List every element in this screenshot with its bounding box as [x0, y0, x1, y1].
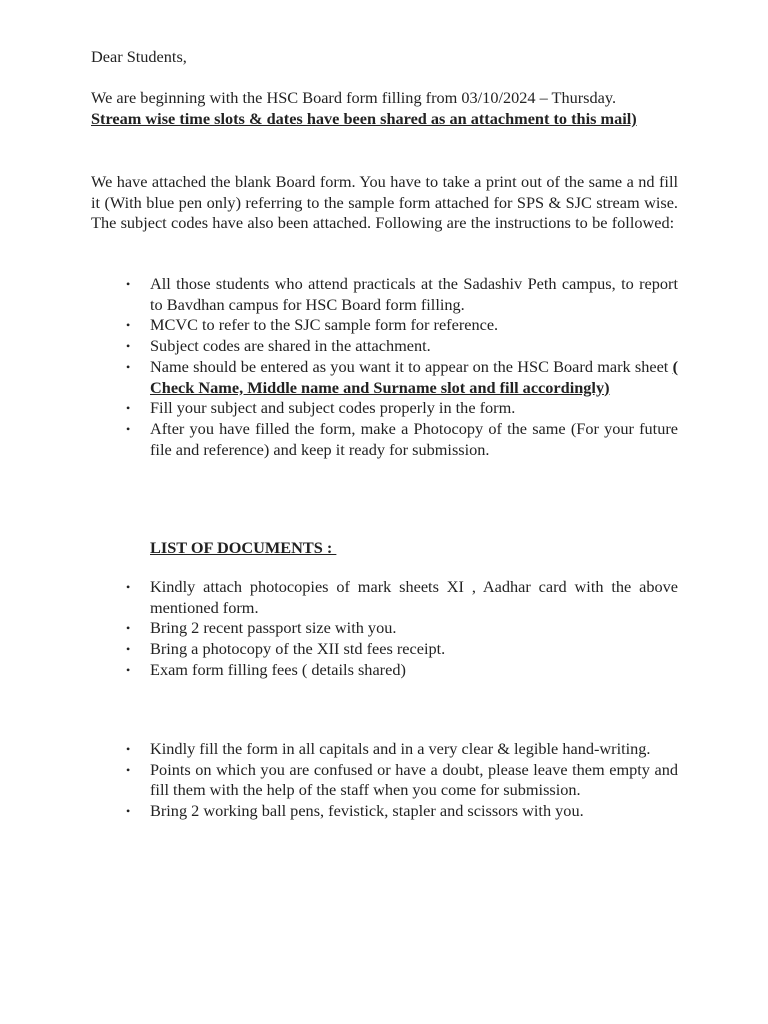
documents-list: [126, 577, 678, 681]
list-item-text: MCVC to refer to the SJC sample form for reference.: [150, 315, 499, 335]
list-item: [126, 274, 678, 315]
bullet-icon: •: [126, 662, 131, 677]
list-item-text: Subject codes are shared in the attachment.: [150, 336, 431, 356]
bullet-icon: •: [126, 421, 131, 436]
list-item-text: Name should be entered as you want it to appear on the HSC Board mark sheet: [150, 356, 673, 376]
notes-list: [126, 739, 678, 822]
bullet-icon: •: [126, 359, 131, 374]
list-item-text: After you have filled the form, make a Photocopy of the same (For your future file and reference) and keep it ready for submission.: [150, 418, 678, 459]
bullet-icon: •: [126, 621, 131, 636]
list-item-text: Exam form filling fees ( details shared): [150, 659, 406, 679]
list-item-text: Fill your subject and subject codes properly in the form.: [150, 398, 516, 418]
bullet-icon: •: [126, 318, 131, 333]
list-item: [126, 801, 678, 822]
list-item-text: Kindly attach photocopies of mark sheets XI , Aadhar card with the above mentioned form.: [150, 577, 678, 617]
bullet-icon: •: [126, 339, 131, 354]
bullet-icon: •: [126, 277, 131, 291]
list-item-text: Bring 2 recent passport size with you.: [150, 618, 397, 638]
list-item: [126, 759, 678, 801]
list-item: [126, 336, 678, 357]
list-item-text: Kindly fill the form in all capitals and in a very clear & legible hand-writing.: [150, 739, 651, 758]
list-item-text: Bring a photocopy of the XII std fees receipt.: [150, 639, 446, 659]
intro-line: We are beginning with the HSC Board form filling from 03/10/2024 – Thursday.: [91, 88, 617, 107]
bullet-icon: •: [126, 804, 131, 819]
bullet-icon: •: [126, 580, 131, 594]
instructions-list: [126, 274, 678, 460]
list-item-text: Points on which you are confused or have a doubt, please leave them empty and fill them with the help of the staff when you come for submission.: [150, 759, 678, 800]
list-item: [126, 618, 678, 639]
list-item-emphasis: ( Check Name, Middle name and Surname slot and fill accordingly): [150, 356, 678, 397]
intro-stream-note: Stream wise time slots & dates have been shared as an attachment to this mail): [91, 109, 637, 128]
list-item: [126, 739, 678, 760]
list-item: [126, 356, 678, 398]
list-item: [126, 418, 678, 460]
list-item: [126, 639, 678, 660]
bullet-icon: •: [126, 401, 131, 416]
list-item: [126, 315, 678, 336]
bullet-icon: •: [126, 762, 131, 777]
documents-heading: LIST OF DOCUMENTS :: [150, 538, 337, 557]
list-item: [126, 577, 678, 618]
bullet-icon: •: [126, 742, 131, 756]
list-item: [126, 659, 678, 681]
list-item-text: All those students who attend practicals at the Sadashiv Peth campus, to report to Bavdhan campus for HSC Board form filling.: [150, 274, 678, 314]
instructions-paragraph: We have attached the blank Board form. You have to take a print out of the same a nd fill it (With blue pen only) referring to the sample form attached for SPS & SJC stream wise. The subject codes have also been attached. Following are the instructions to be followed:: [91, 172, 678, 233]
bullet-icon: •: [126, 642, 131, 657]
list-item-text: Bring 2 working ball pens, fevistick, stapler and scissors with you.: [150, 801, 584, 821]
list-item: [126, 398, 678, 419]
greeting: Dear Students,: [91, 47, 187, 66]
